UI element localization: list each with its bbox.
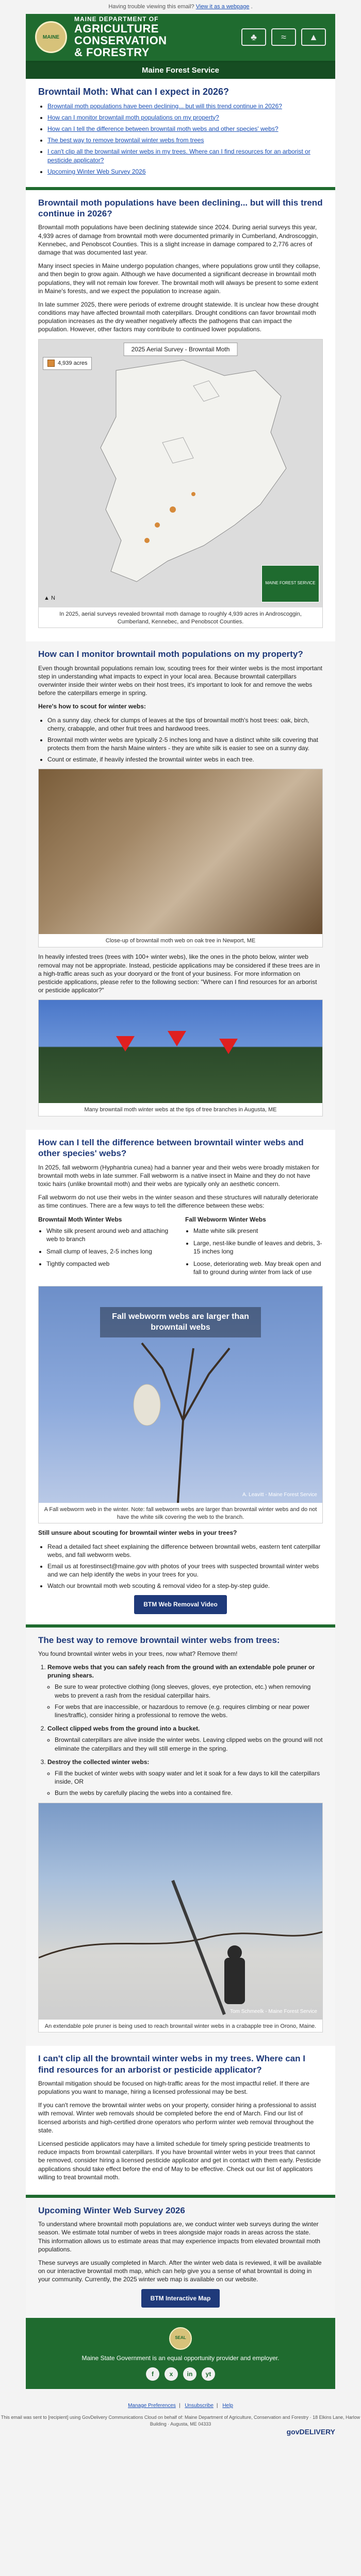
tree-branches [39, 1286, 322, 1503]
arborist-title: I can't clip all the browntail winter webs in my trees. Where can I find resources for an arborist or pesticide applicator? [38, 2054, 305, 2075]
maine-forest-service-logo: MAINE FOREST SERVICE [261, 565, 319, 602]
intro-title: Browntail Moth: What can I expect in 2026? [38, 87, 229, 97]
pole-pruner-photo: Tom Schmeelk - Maine Forest Service [39, 1803, 322, 2020]
infested-tree-photo [39, 1000, 322, 1103]
legal-text: This email was sent to [recipient] using GovDelivery Communications Cloud on behalf of: Maine Department of Agriculture, Conservation and Forestry · 18 Elkins Lane, Harlow Building · Augusta, ME 04333 [1, 2415, 360, 2427]
difference-title: How can I tell the difference between browntail winter webs and other species' webs? [38, 1138, 304, 1159]
resources-list: • Read a detailed fact sheet explaining the difference between browntail webs, eastern tent caterpillar webs, and fall webworm webs. • Email us at forestinsect@maine.gov with photos of your trees with suspected browntail winter webs and we can help identify the webs in your trees for you. • Watch our browntail moth web scouting & removal video for a step-by-step guide. [47, 1543, 323, 1590]
population-section: Browntail moth populations have been declining... but will this trend continue in 2026? Browntail moth populations have been declining statewide since 2024. During aerial surveys this year, 4,939 acres of damage from browntail moth were documented primarily in Cumberland, Androscoggin, Kennebec, and Penobscot Counties. This is a slight increase in damage compared to 2,776 acres of damage that was documented last year. Many insect species in Maine undergo population changes, where populations grow until they collapse, and then begin to grow again. Although we have documented a significant decrease in browntail moth populations, they will not remain low forever. The browntail moth will always be present to some extent in Maine's forests, and we expect the population to increase again. In late summer 2025, there were periods of extreme drought statewide. It is unclear how these drought conditions may have affected browntail moth caterpillars. Drought conditions can favor browntail moth population increases as the dry weather negatively affects the pathogens that can impact the population. However, other factors may contribute to continued lower populations. 2025 Aerial Survey - Browntail Moth 4,939 acres ▲ N MAINE FOREST SERVICE In 2025, aerial surveys revealed browntail moth damage to roughly 4,939 acres in Androscoggin, Cumberland, Kennebec, and Penobscot Counties. [26, 187, 335, 641]
toc-link-2[interactable]: How can I monitor browntail moth populations on my property? [47, 113, 219, 121]
help-link[interactable]: Help [222, 2402, 233, 2409]
btm-web-removal-video-button[interactable]: BTM Web Removal Video [134, 1595, 227, 1614]
red-arrow-icon [168, 1031, 186, 1046]
aerial-survey-map-card [38, 339, 323, 629]
arborist-section: I can't clip all the browntail winter webs in my trees. Where can I find resources for an arborist or pesticide applicator? Browntail mitigation should be focused on high-traffic areas for the most impactful relief. If there are populations you want to manage, hiring a licensed professional may be best. If you can't remove the browntail winter webs on your property, consider hiring a professional to assist with removal. Winter web removals should be completed before the end of March. Find our list of licensed arborists and high-certified drone operators who perform winter web removal throughout the state. Licensed pesticide applicators may have a limited schedule for timely spring pesticide treatments to reduce impacts from browntail caterpillars. If you have browntail winter webs in your trees that cannot be removed, consider hiring a licensed pesticide applicator and get in contact with them early. Pesticide applications should take effect before the end of May to be effective. Check out our list of applicators willing to treat browntail moth. [26, 2046, 335, 2195]
comparison-table [38, 1215, 323, 1281]
social-links [31, 2367, 330, 2381]
red-arrow-icon [116, 1036, 135, 1052]
preference-links: Manage Preferences | Unsubscribe | Help [128, 2402, 233, 2409]
map-legend: 4,939 acres [43, 357, 92, 370]
view-webpage-link[interactable]: View it as a webpage [195, 4, 250, 10]
map-title: 2025 Aerial Survey - Browntail Moth [124, 343, 238, 356]
scouting-list: • On a sunny day, check for clumps of leaves at the tips of browntail moth's host trees: oak, birch, cherry, crabapple, and other fruit trees and hardwood trees. • Browntail moth winter webs are typically 2-5 inches long and have a distinct white silk covering that protects them from the harsh Maine winters - they are white silk is easier to see on a sunny day. • Count or estimate, if heavily infested the browntail winter webs in each tree. [47, 716, 323, 764]
email-container [26, 14, 335, 2389]
red-arrow-icon [219, 1039, 238, 1054]
removal-section: The best way to remove browntail winter webs from trees: You found browntail winter webs in your trees, now what? Remove them! 1. Remove webs that you can safely reach from the ground with an extendable pole pruner or pruning shears. ◦ Be sure to wear protective clothing (long sleeves, gloves, eye protection, etc.) when removing webs to prevent a rash from the residual caterpillar hairs. ◦ For webs that are inaccessible, or hazardous to remove (e.g. requires climbing or near power lines/traffic), consider hiring a professional to remove the webs. 2. Collect clipped webs from the ground into a bucket. ◦ Browntail caterpillars are alive inside the winter webs. Leaving clipped webs on the ground will not eliminate the caterpillars and they will still emerge in the spring. 3. Destroy the collected winter webs: ◦ Fill the bucket of winter webs with soapy water and let it soak for a few days to kill the caterpillars inside, OR ◦ Burn the webs by carefully placing the webs into a contained fire. Tom Schmeelk - Maine Forest Service An extendable pole pruner is being used to reach browntail winter webs in a crabapple tree in Orono, Maine. [26, 1624, 335, 2046]
removal-steps: 1. Remove webs that you can safely reach from the ground with an extendable pole pruner or pruning shears. ◦ Be sure to wear protective clothing (long sleeves, gloves, eye protection, etc.) when removing webs to prevent a rash from the residual caterpillar hairs. ◦ For webs that are inaccessible, or hazardous to remove (e.g. requires climbing or near power lines/traffic), consider hiring a professional to remove the webs. 2. Collect clipped webs from the ground into a bucket. ◦ Browntail caterpillars are alive inside the winter webs. Leaving clipped webs on the ground will not eliminate the caterpillars and they will still emerge in the spring. 3. Destroy the collected winter webs: ◦ Fill the bucket of winter webs with soapy water and let it soak for a few days to kill the caterpillars inside, OR ◦ Burn the webs by carefully placing the webs into a contained fire. [47, 1663, 323, 1797]
fall-webworm-column: Fall Webworm Winter Webs • Matte white silk present • Large, nest-like bundle of leaves and debris, 3-15 inches long • Loose, deteriorating web. May break open and fall to ground during winter from lack of use [185, 1215, 323, 1281]
damage-area-1 [155, 522, 160, 528]
department-logo-text: MAINE DEPARTMENT OF AGRICULTURE CONSERVATION & FORESTRY [74, 15, 167, 59]
tree-icon: ♣ [241, 28, 266, 46]
bottom-footer [0, 2389, 361, 2458]
browntail-column: Browntail Moth Winter Webs • White silk present around web and attaching web to branch • Small clump of leaves, 2-5 inches long • Tightly compacted web [38, 1215, 176, 1281]
top-notice: Having trouble viewing this email? View it as a webpage . [108, 4, 253, 10]
facebook-icon[interactable]: f [146, 2367, 159, 2381]
damage-area-3 [191, 492, 195, 496]
damage-area-4 [144, 538, 150, 543]
web-nest [134, 1384, 160, 1426]
difference-section: How can I tell the difference between browntail winter webs and other species' webs? In 2025, fall webworm (Hyphantria cunea) had a banner year and their webs were broadly mistaken for browntail moth webs in late summer. Fall webworm is a native insect in Maine and they do not have toxic hairs (unlike browntail moth) and their webs are typically only an aesthetic concern. Fall webworm do not use their webs in the winter season and these structures will naturally deteriorate as time continues. There are a few ways to tell the difference between these webs: Browntail Moth Winter Webs • White silk present around web and attaching web to branch • Small clump of leaves, 2-5 inches long • Tightly compacted web Fall Webworm Winter Webs • Matte white silk present • Large, nest-like bundle of leaves and debris, 3-15 inches long • Loose, deteriorating web. May break open and fall to ground during winter from lack of use Fall webworm webs are larger than browntail webs A. Leavitt - Maine Forest Service A Fall webworm web in the winter. Note: fall webworm webs are larger than browntail winter webs and do not have the white silk covering the web to the branch. Still unsure about scouting for browntail winter webs in your trees? • Read a detailed fact sheet explaining the difference between browntail webs, eastern tent caterpillar webs, and fall webworm webs. • Email us at forestinsect@maine.gov with photos of your trees with suspected browntail winter webs and we can help identify the webs in your trees for you. • Watch our browntail moth web scouting & removal video for a step-by-step guide. BTM Web Removal Video [26, 1130, 335, 1624]
footer: SEAL Maine State Government is an equal opportunity provider and employer. f x in yt [26, 2318, 335, 2389]
fall-webworm-photo: Fall webworm webs are larger than browntail webs A. Leavitt - Maine Forest Service [39, 1286, 322, 1503]
damage-area-2 [170, 506, 176, 513]
govdelivery-logo: govDELIVERY [286, 2427, 335, 2436]
youtube-icon[interactable]: yt [202, 2367, 215, 2381]
aerial-survey-map [39, 340, 322, 607]
subhead: Maine Forest Service [26, 62, 335, 79]
linkedin-icon[interactable]: in [183, 2367, 196, 2381]
toc-link-4[interactable]: The best way to remove browntail winter webs from trees [47, 137, 204, 144]
table-of-contents [47, 102, 323, 176]
survey-section: Upcoming Winter Web Survey 2026 To understand where browntail moth populations are, we conduct winter web surveys during the winter season. We estimate total number of webs in trees alongside major roads in areas across the state. This information allows us to estimate areas that may experience impacts from elevated browntail moth populations. These surveys are usually completed in March. After the winter web data is reviewed, it will be available on our interactive browntail moth map, which can help give you a sense of what browntail is doing in your community. Currently, the 2025 winter web map is available on our website. BTM Interactive Map [26, 2195, 335, 2318]
north-arrow-icon: ▲ N [44, 595, 55, 601]
pole-pruner [173, 1880, 224, 2014]
survey-title: Upcoming Winter Web Survey 2026 [38, 2205, 185, 2215]
toc-link-3[interactable]: How can I tell the difference between browntail moth webs and other species' webs? [47, 125, 278, 132]
govdelivery-brand-wrap [26, 2427, 335, 2437]
header-banner [26, 14, 335, 62]
monitor-title: How can I monitor browntail moth populations on my property? [38, 649, 303, 659]
toc-link-1[interactable]: Browntail moth populations have been declining... but will this trend continue in 2026? [47, 102, 282, 110]
footer-seal-icon: SEAL [169, 2327, 192, 2350]
map-caption: In 2025, aerial surveys revealed browntail moth damage to roughly 4,939 acres in Androscoggin, Cumberland, Kennebec, and Penobscot Counties. [59, 611, 302, 625]
unsubscribe-link[interactable]: Unsubscribe [185, 2402, 214, 2409]
btm-interactive-map-button[interactable]: BTM Interactive Map [141, 2289, 220, 2308]
header-icons [241, 28, 326, 46]
pruner-scene [39, 1803, 322, 2020]
intro-section [26, 79, 335, 187]
population-title: Browntail moth populations have been declining... but will this trend continue in 2026? [38, 197, 323, 219]
pole-pruner-photo-card: Tom Schmeelk - Maine Forest Service An extendable pole pruner is being used to reach browntail winter webs in a crabapple tree in Orono, Maine. [38, 1803, 323, 2033]
monitor-section: How can I monitor browntail moth populations on my property? Even though browntail populations remain low, scouting trees for their winter webs is the most important step in understanding what impacts to expect in your local area. Because browntail caterpillars overwinter inside their winter webs on their host trees, it's important to look for and remove the webs before the caterpillars emerge in spring. Here's how to scout for winter webs: • On a sunny day, check for clumps of leaves at the tips of browntail moth's host trees: oak, birch, cherry, crabapple, and other fruit trees and hardwood trees. • Browntail moth winter webs are typically 2-5 inches long and have a distinct white silk covering that protects them from the harsh Maine winters - they are white silk is easier to see on a sunny day. • Count or estimate, if heavily infested the browntail winter webs in each tree. Close-up of browntail moth web on oak tree in Newport, ME In heavily infested trees (trees with 100+ winter webs), like the ones in the photo below, winter web removal may not be appropriate. Instead, pesticide applications may be considered if these trees are in a high-traffic areas such as your dooryard or the front of your business. For more information on pesticide applications, please refer to the following section: "Where can I find resources for an arborist or pesticide applicator?" Many browntail moth winter webs at the tips of tree branches in Augusta, ME [26, 641, 335, 1130]
toc-link-5[interactable]: I can't clip all the browntail winter webs in my trees. Where can I find resources for an arborist or pesticide applicator? [47, 148, 310, 164]
toc-link-6[interactable]: Upcoming Winter Web Survey 2026 [47, 167, 146, 175]
map-button-wrap [38, 2289, 323, 2308]
web-closeup-photo [39, 769, 322, 934]
wave-icon: ≈ [271, 28, 296, 46]
manage-preferences-link[interactable]: Manage Preferences [128, 2402, 176, 2409]
legend-swatch [47, 360, 55, 367]
video-button-wrap [38, 1595, 323, 1614]
person-silhouette [224, 1958, 245, 2004]
web-closeup-photo-card: Close-up of browntail moth web on oak tree in Newport, ME [38, 769, 323, 947]
fall-webworm-photo-card: Fall webworm webs are larger than browntail webs A. Leavitt - Maine Forest Service A Fall webworm web in the winter. Note: fall webworm webs are larger than browntail winter webs and do not have the white silk covering the web to the branch. [38, 1286, 323, 1524]
state-seal-icon: MAINE [35, 21, 67, 53]
removal-title: The best way to remove browntail winter webs from trees: [38, 1635, 280, 1645]
infested-tree-photo-card: Many browntail moth winter webs at the tips of tree branches in Augusta, ME [38, 999, 323, 1116]
x-icon[interactable]: x [165, 2367, 178, 2381]
mountain-icon: ▲ [301, 28, 326, 46]
